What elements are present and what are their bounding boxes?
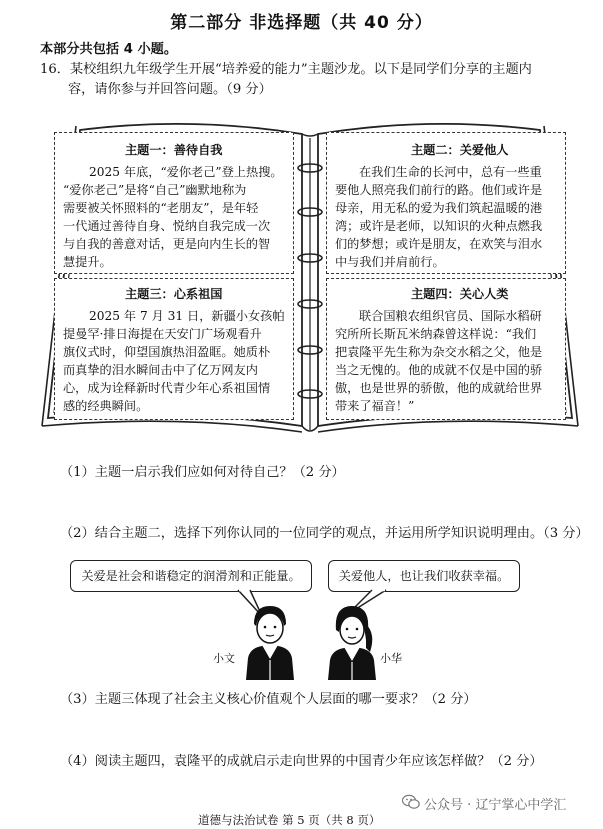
topic-4-line: 把袁隆平先生称为杂交水稻之父，他是 [335, 345, 543, 359]
topic-3-heading: 主题三：心系祖国 [125, 287, 223, 301]
section-intro: 本部分共包括 4 小题。 [40, 42, 178, 57]
student-name-right: 小华 [380, 652, 402, 665]
topic-1-line: 一代通过善待自身、悦纳自我完成一次 [63, 219, 271, 233]
topic-3-line: 而真挚的泪水瞬间击中了亿万网友内 [63, 363, 258, 377]
topic-4-line: 带来了福音！” [335, 399, 415, 413]
topic-4-line: 当之无愧的。他的成就不仅是中国的骄 [335, 363, 543, 377]
question-4: （4）阅读主题四，袁隆平的成就启示走向世界的中国青少年应该怎样做？（2 分） [60, 754, 543, 769]
question-16-stem-line1: 16．某校组织九年级学生开展“培养爱的能力”主题沙龙。以下是同学们分享的主题内 [40, 62, 532, 77]
question-1: （1）主题一启示我们应如何对待自己？（2 分） [60, 465, 345, 480]
student-boy-figure [240, 604, 300, 680]
topic-3-line: 心，成为诠释新时代青少年心系祖国情 [63, 381, 271, 395]
question-2: （2）结合主题二，选择下列你认同的一位同学的观点，并运用所学知识说明理由。（3 分） [60, 526, 589, 541]
speech-bubble-right: 关爱他人，也让我们收获幸福。 [328, 560, 520, 592]
topic-4-line: 联合国粮农组织官员、国际水稻研 [359, 309, 542, 323]
topic-2-line: 中与我们并肩前行。 [335, 255, 445, 269]
topic-4-line: 傲，也是世界的骄傲，他的成就给世界 [335, 381, 543, 395]
topic-2-line: 要他人照亮我们前行的路。他们或许是 [335, 183, 543, 197]
topic-2-line: 在我们生命的长河中，总有一些重 [359, 165, 542, 179]
speech-bubble-left: 关爱是社会和谐稳定的润滑剂和正能量。 [70, 560, 312, 592]
topic-4-line: 究所所长斯瓦米纳森曾这样说：“我们 [335, 327, 537, 341]
topic-3-line: 2025 年 7 月 31 日，新疆小女孩帕 [89, 309, 285, 323]
topic-3-line: 提曼罕·排日海提在天安门广场观看升 [63, 327, 262, 341]
topic-1-line: 2025 年底，“爱你老己”登上热搜。 [89, 165, 283, 179]
topic-1-line: “爱你老己”是将“自己”幽默地称为 [63, 183, 247, 197]
topic-1-heading: 主题一：善待自我 [125, 143, 223, 157]
topic-2-line: 们的梦想；或许是朋友，在欢笑与泪水 [335, 237, 543, 251]
topic-1-line: 与自我的善意对话，更是向内生长的智 [63, 237, 271, 251]
page-footer: 道德与法治试卷 第 5 页（共 8 页） [198, 813, 381, 827]
question-3: （3）主题三体现了社会主义核心价值观个人层面的哪一要求？（2 分） [60, 692, 477, 707]
page-title: 第二部分 非选择题（共 40 分） [170, 13, 433, 33]
question-16-stem-line2: 容，请你参与并回答问题。（9 分） [68, 82, 272, 97]
topic-2-line: 湾；或许是老师，以知识的火种点燃我 [335, 219, 543, 233]
topic-2-line: 母亲，用无私的爱为我们筑起温暖的港 [335, 201, 543, 215]
topic-2-heading: 主题二：关爱他人 [411, 143, 509, 157]
student-name-left: 小文 [213, 652, 235, 665]
topic-4-heading: 主题四：关心人类 [411, 287, 509, 301]
topic-3-line: 感的经典瞬间。 [63, 399, 149, 413]
topic-1-line: 慧提升。 [63, 255, 112, 269]
topic-3-line: 旗仪式时，仰望国旗热泪盈眶。她质朴 [63, 345, 271, 359]
student-girl-figure [322, 604, 382, 680]
topic-1-line: 需要被关怀照料的“老朋友”，是年轻 [63, 201, 259, 215]
watermark-text: 公众号 · 辽宁掌心中学汇 [424, 798, 567, 813]
wechat-icon [402, 794, 420, 810]
